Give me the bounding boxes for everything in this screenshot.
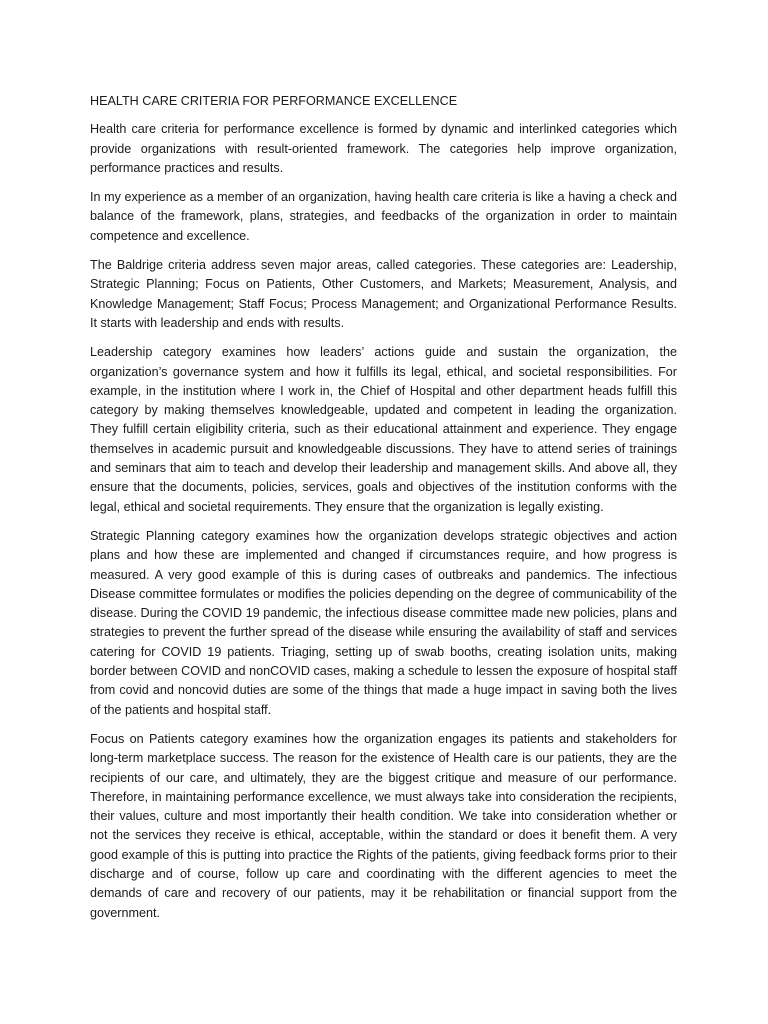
page-title: HEALTH CARE CRITERIA FOR PERFORMANCE EXCELLENCE: [90, 94, 458, 108]
paragraph-strategic-planning: Strategic Planning category examines how the organization develops strategic objectives and action plans and how these are implemented and changed if circumstances require, and how progress is measured. A very good example of this is during cases of outbreaks and pandemics. The infectious Disease committee formulates or modifies the policies depending on the degree of communicability of the disease. During the COVID 19 pandemic, the infectious disease committee made new policies, plans and strategies to prevent the further spread of the disease while ensuring the availability of staff and services catering for COVID 19 patients. Triaging, setting up of swab booths, creating isolation units, making border between COVID and nonCOVID cases, making a schedule to lessen the exposure of hospital staff from covid and noncovid duties are some of the things that made a huge impact in saving both the lives of the patients and hospital staff.: [90, 528, 677, 717]
document-page: [90, 92, 677, 933]
paragraph-intro: Health care criteria for performance excellence is formed by dynamic and interlinked categories which provide organizations with result-oriented framework. The categories help improve organization, performance practices and results.: [90, 122, 677, 175]
paragraph-leadership: Leadership category examines how leaders’ actions guide and sustain the organization, the organization’s governance system and how it fulfills its legal, ethical, and societal responsibilities. For example, in the institution where I work in, the Chief of Hospital and other department heads fulfill this category by making themselves knowledgeable, updated and competent in leading the organization. They fulfill certain eligibility criteria, such as their educational attainment and experience. They engage themselves in academic pursuit and knowledgeable discussions. They have to attend series of trainings and seminars that aim to teach and develop their leadership and management skills. And above all, they ensure that the documents, policies, services, goals and objectives of the institution conforms with the legal, ethical and societal requirements. They ensure that the organization is legally existing.: [90, 345, 677, 514]
paragraph-focus-on-patients: Focus on Patients category examines how the organization engages its patients and stakeholders for long-term marketplace success. The reason for the existence of Health care is our patients, they are the recipients of our care, and ultimately, they are the biggest critique and measure of our performance. Therefore, in maintaining performance excellence, we must always take into consideration the recipients, their values, culture and most importantly their health condition. We take into consideration whether or not the services they receive is ethical, acceptable, within the standard or does it benefit them. A very good example of this is putting into practice the Rights of the patients, giving feedback forms prior to their discharge and of course, follow up care and coordinating with the different agencies to meet the demands of care and recovery of our patients, may it be rehabilitation or financial support from the government.: [90, 731, 677, 920]
paragraph-experience: In my experience as a member of an organization, having health care criteria is like a having a check and balance of the framework, plans, strategies, and feedbacks of the organization in order to maintain competence and excellence.: [90, 190, 677, 243]
paragraph-baldrige-categories: The Baldrige criteria address seven major areas, called categories. These categories are: Leadership, Strategic Planning; Focus on Patients, Other Customers, and Markets; Measurement, Analysis, and Knowledge Management; Staff Focus; Process Management; and Organizational Performance Results. It starts with leadership and ends with results.: [90, 258, 677, 330]
